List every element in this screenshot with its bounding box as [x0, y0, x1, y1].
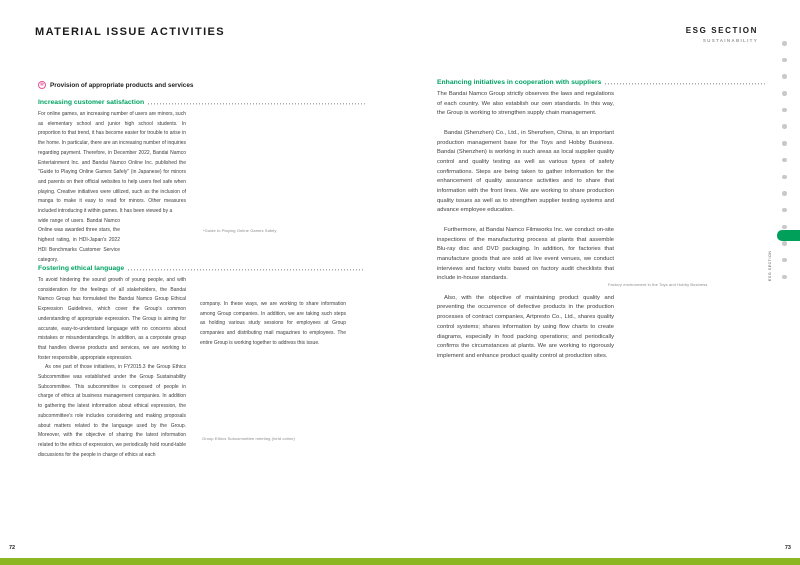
nav-dot: [782, 158, 787, 163]
nav-dot: [782, 124, 787, 129]
nav-dot: [782, 175, 787, 180]
nav-dot: [782, 208, 787, 213]
image-caption-factory: Factory environment in the Toys and Hobby Business: [608, 282, 708, 287]
section-heading-row: [38, 99, 365, 106]
page-number-left: 72: [9, 545, 16, 551]
nav-dot: [782, 258, 787, 263]
material-issue-flower-icon: ✻: [39, 82, 45, 88]
footer-accent-bar: [0, 558, 800, 565]
nav-dots: [782, 41, 787, 279]
esg-section-label: ESG SECTION: [685, 26, 758, 35]
section2-column1: [38, 276, 186, 460]
material-issue-label: Provision of appropriate products and services: [50, 81, 194, 89]
paragraph: The Bandai Namco Group strictly observes the laws and regulations of each country. We also establish our own standards. In this way, the Group is working to strengthen supply chain management.: [437, 91, 614, 117]
dotted-leader: [605, 83, 765, 85]
section-heading-row: [437, 79, 765, 86]
paragraph: Also, with the objective of maintaining product quality and preventing the occurrence of defective products in the production processes of contract companies, Artpresto Co., Ltd., shares quality control systems; shares information by using flow charts to create diagrams, especially in food packing operations; and periodically confirms the circumstances at plants. We are working to rigorously implement and enhance product quality control at production sites.: [437, 294, 614, 359]
sustainability-label: SUSTAINABILITY: [702, 38, 758, 43]
paragraph: For online games, an increasing number of users are minors, such as elementary school and junior high school students. In proportion to that trend, it has become easier for trouble to arise in the home. In particular, there are an increasing number of inquiries regarding payment. Therefore, in December 2022, Bandai Namco Entertainment Inc. and Bandai Namco Online Inc. published the "Guide to Playing Online Games Safely" (in Japanese) for minors and parents on their official websites to help users feel safe when playing. Creative initiatives were utilized, such as the inclusion of manga to make it easy to read for minors. Other measures included introducing it within games. It has been viewed by a: [38, 111, 186, 215]
material-issue-row: [38, 81, 193, 89]
section-heading: Increasing customer satisfaction: [38, 99, 145, 106]
section2-column2: [200, 300, 346, 349]
dotted-leader: [148, 103, 365, 105]
esg-section-tab: [777, 230, 800, 241]
nav-dot: [782, 74, 787, 79]
nav-dot: [782, 41, 787, 46]
section1-body: [38, 110, 186, 265]
image-caption-meeting: Group Ethics Subcommittee meeting (held online): [202, 436, 295, 441]
paragraph: To avoid hindering the sound growth of young people, and with consideration for the feelings of all stakeholders, the Bandai Namco Group has formulated the Bandai Namco Group Ethical Expression Guidelines, which cover the Group's common understanding of appropriate expression. The Group is aiming for accurate, easy-to-understand language with no concerns about mistakes or misunderstandings. In addition, as a corporate group that handles diverse products and services, we are working to foster responsible, appropriate expression.: [38, 277, 186, 361]
nav-dot: [782, 191, 787, 196]
page-number-right: 73: [784, 545, 791, 551]
paragraph: Furthermore, at Bandai Namco Filmworks Inc. we conduct on-site inspections of the manufacturing process at plants that assemble Blu-ray disc and DVD packaging. In addition, for factories that manufacture goods that are sold at live event venues, we conduct interviews and factory visits based on factory audit checklists that include in-house standards.: [437, 226, 614, 282]
nav-dot: [782, 241, 787, 246]
side-tab-label: ESG SECTION: [768, 250, 772, 281]
section-heading: Fostering ethical language: [38, 265, 125, 272]
paragraph: As one part of those initiatives, in FY2015.3 the Group Ethics Subcommittee was established under the Group Sustainability Subcommittee. This subcommittee is composed of people in charge of ethics at business management companies. In addition to gathering the latest information about ethical expression, the subcommittee's role includes considering and making proposals about matters related to the language used by the Group. Moreover, with the objective of sharing the latest information related to the ethics of expression, we periodically hold round-table discussions for the people in charge of ethics at each: [38, 364, 186, 458]
paragraph: Bandai (Shenzhen) Co., Ltd., in Shenzhen, China, is an important production management base for the Toys and Hobby Business. Bandai (Shenzhen) is working in such areas as local supplier quality control and quality testing as well as various types of safety confirmations. Steps are being taken to gather information for the enhancement of quality assurance activities and to share that information with the front lines. We are working to share production quality issues as well as to strengthen supplier testing systems and advance employee education.: [437, 129, 614, 214]
nav-dot: [782, 275, 787, 280]
nav-dot: [782, 108, 787, 113]
section-heading: Enhancing initiatives in cooperation with suppliers: [437, 79, 602, 86]
nav-dot: [782, 91, 787, 96]
page-title: MATERIAL ISSUE ACTIVITIES: [35, 26, 226, 38]
nav-dot: [782, 141, 787, 146]
section3-body: [437, 90, 614, 362]
paragraph: wide range of users. Bandai Namco Online was awarded three stars, the highest rating, in HDI-Japan's 2022 HDI Benchmarks Customer Service category.: [38, 217, 120, 263]
esg-section-header: [686, 26, 758, 43]
nav-dot: [782, 58, 787, 63]
paragraph: company. In these ways, we are working to share information among Group companies. In addition, we are taking such steps as holding various study sessions for employees at Group companies and distributing mail magazines to employees. The entire Group is working together to address this issue.: [200, 301, 346, 346]
section-heading-row: [38, 265, 365, 272]
dotted-leader: [128, 269, 365, 271]
image-caption-guide: *Guide to Playing Online Games Safely: [203, 228, 277, 233]
nav-dot: [782, 225, 787, 230]
